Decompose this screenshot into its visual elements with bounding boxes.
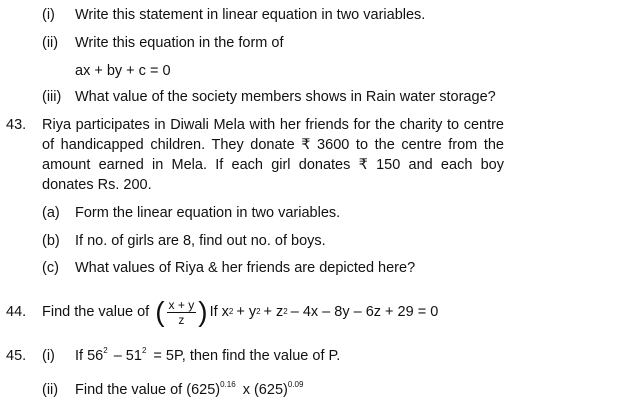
q44-expression: Find the value of ( $\frac{x + y}{z}$ ) If x 2 + y 2 + z 2 – 4x – 8y – 6z + 29 = 0 (42, 296, 439, 327)
q44-fraction (167, 298, 197, 327)
q44-eq-term-y: + y (236, 304, 257, 320)
exponent: 0.09 (287, 380, 304, 389)
q44-eq-tail: – 4x – 8y – 6z + 29 = 0 (290, 304, 439, 320)
q45-ii-label: (ii) (42, 382, 59, 398)
q43-number: 43. (6, 117, 27, 133)
right-paren-symbol: ) (198, 296, 208, 327)
q43-c-label: (c) (42, 260, 59, 276)
q42-i-label: (i) (42, 7, 55, 23)
q45-i-text (75, 347, 340, 365)
q44-if: If (209, 304, 218, 320)
q43-line-3: amount earned in Mela. If each girl donates ₹ 150 and each boy (42, 157, 504, 173)
q45-i-tail: = 5P, then find the value of P. (153, 348, 341, 364)
q42-ii-text: Write this equation in the form of (75, 35, 284, 51)
q43-c-text: What values of Riya & her friends are depicted here? (75, 260, 416, 276)
q45-i-lead: If 56 (75, 348, 104, 364)
q45-number: 45. (6, 348, 27, 364)
fraction-numerator: x + y (168, 297, 195, 312)
q42-iii-text: What value of the society members shows in Rain water storage? (75, 89, 496, 105)
q45-ii-text (75, 381, 303, 399)
q45-i-label: (i) (42, 348, 55, 364)
q42-iii-label: (iii) (42, 89, 62, 105)
q43-a-label: (a) (42, 205, 60, 221)
q43-line-2: of handicapped children. They donate ₹ 3600 to the centre from the (42, 137, 504, 153)
q43-line-4: donates Rs. 200. (42, 177, 152, 193)
exponent: 2 (141, 346, 147, 355)
q43-line-1: Riya participates in Diwali Mela with her friends for the charity to centre (42, 117, 504, 133)
q43-b-text: If no. of girls are 8, find out no. of boys. (75, 233, 326, 249)
q44-prefix: Find the value of (42, 304, 150, 320)
q42-ii-formula: ax + by + c = 0 (75, 63, 171, 79)
q42-i-text: Write this statement in linear equation in two variables. (75, 7, 426, 23)
exponent: 0.16 (220, 380, 236, 389)
q42-ii-label: (ii) (42, 35, 59, 51)
q44-eq-term-z: + z (263, 304, 284, 320)
q43-a-text: Form the linear equation in two variables. (75, 205, 341, 221)
q45-ii-mid: x (625) (242, 382, 288, 398)
exponent: 2 (103, 346, 108, 355)
q45-ii-lead: Find the value of (625) (75, 382, 221, 398)
q44-eq-term-x: x (221, 304, 229, 320)
q43-b-label: (b) (42, 233, 60, 249)
left-paren-symbol: ( (155, 296, 165, 327)
fraction-denominator: z (178, 312, 185, 327)
q45-i-mid: – 51 (113, 348, 142, 364)
q44-number: 44. (6, 304, 27, 320)
